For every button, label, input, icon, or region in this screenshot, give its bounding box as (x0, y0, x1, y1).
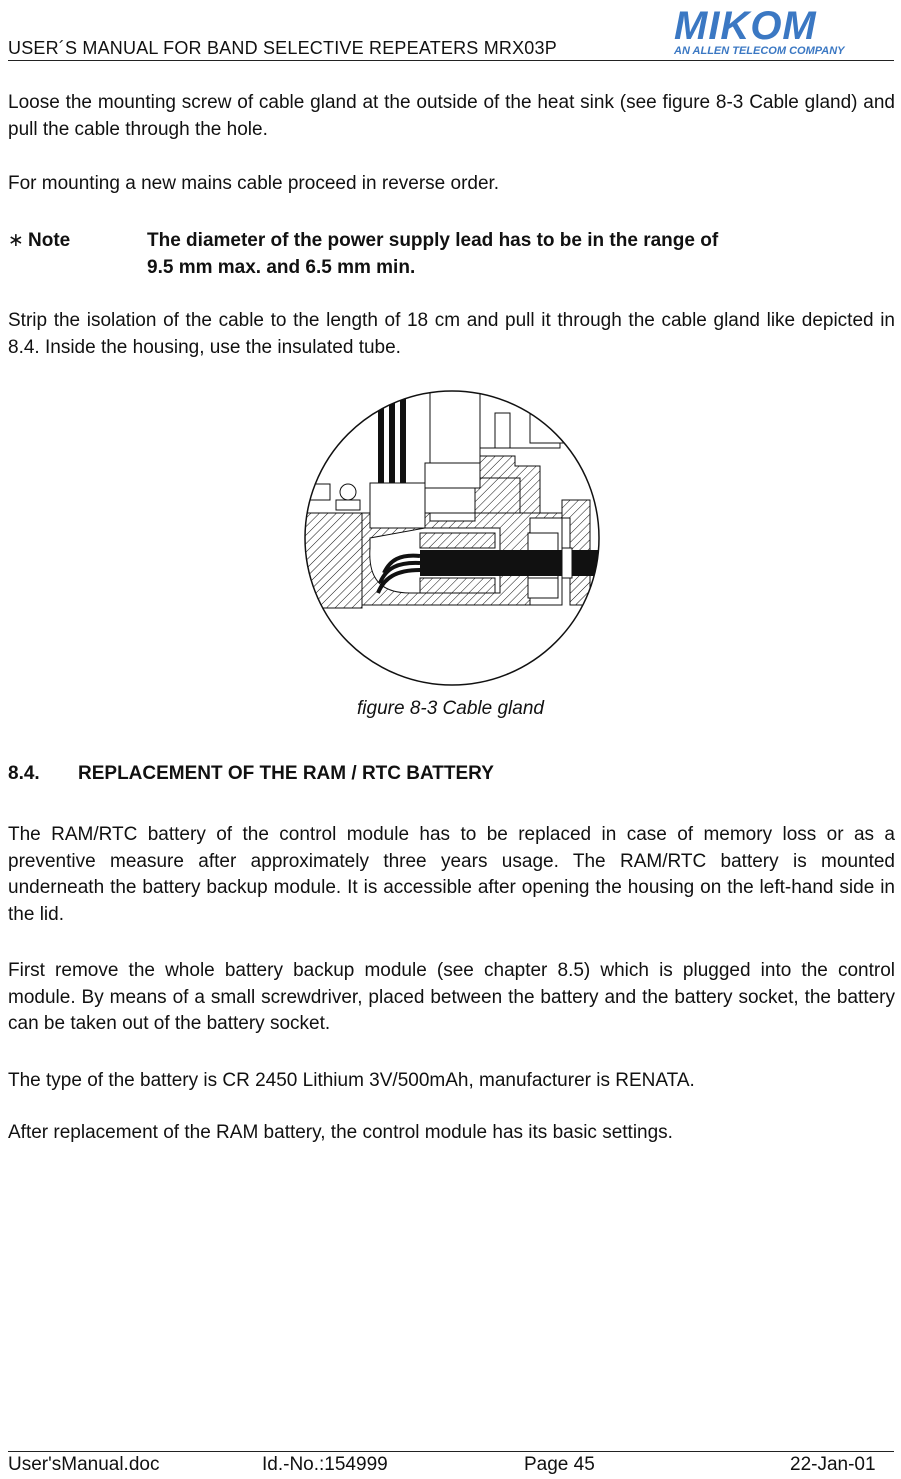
figure-caption: figure 8-3 Cable gland (357, 698, 544, 719)
footer-date: 22-Jan-01 (790, 1454, 876, 1475)
paragraph-mounting: For mounting a new mains cable proceed in reverse order. (8, 173, 500, 194)
paragraph-replace-battery: The RAM/RTC battery of the control module has to be replaced in case of memory loss or as a preventive measure after approximately three years usage. The RAM/RTC battery is mounted underneath the battery backup module. It is accessible after opening the housing on the left-hand side in the lid. (8, 824, 895, 925)
note-text (147, 228, 867, 281)
note-bullet: ∗ (8, 230, 24, 251)
logo-wordmark: MIKOM (674, 4, 817, 48)
paragraph-strip-isolation: Strip the isolation of the cable to the length of 18 cm and pull it through the cable gland like depicted in 8.4. Inside the housing, use the insulated tube. (8, 310, 895, 358)
mikom-logo (672, 6, 896, 60)
section-heading: REPLACEMENT OF THE RAM / RTC BATTERY (78, 763, 494, 784)
footer-page: Page 45 (524, 1454, 595, 1475)
logo-subtitle: AN ALLEN TELECOM COMPANY (674, 45, 845, 57)
footer-filename: User'sManual.doc (8, 1454, 160, 1475)
cable-gland-drawing (300, 388, 604, 688)
footer-divider (8, 1451, 894, 1452)
footer-id: Id.-No.:154999 (262, 1454, 388, 1475)
header-divider (8, 60, 894, 61)
paragraph-loose-screw: Loose the mounting screw of cable gland at the outside of the heat sink (see figure 8-3 Cable gland) and pull the cable through the hole. (8, 92, 895, 140)
paragraph-battery-type: The type of the battery is CR 2450 Lithium 3V/500mAh, manufacturer is RENATA. (8, 1070, 695, 1091)
section-number: 8.4. (8, 763, 40, 784)
cable-gland-figure (300, 388, 604, 688)
paragraph-remove-module: First remove the whole battery backup module (see chapter 8.5) which is plugged into the control module. By means of a small screwdriver, placed between the battery and the battery socket, the battery can be taken out of the battery socket. (8, 960, 895, 1034)
manual-title: USER´S MANUAL FOR BAND SELECTIVE REPEATERS MRX03P (8, 38, 557, 58)
note-label: Note (28, 230, 71, 251)
paragraph-basic-settings: After replacement of the RAM battery, the control module has its basic settings. (8, 1122, 673, 1143)
note-line-1: The diameter of the power supply lead has to be in the range of (147, 230, 719, 251)
note-line-2: 9.5 mm max. and 6.5 mm min. (147, 256, 416, 278)
